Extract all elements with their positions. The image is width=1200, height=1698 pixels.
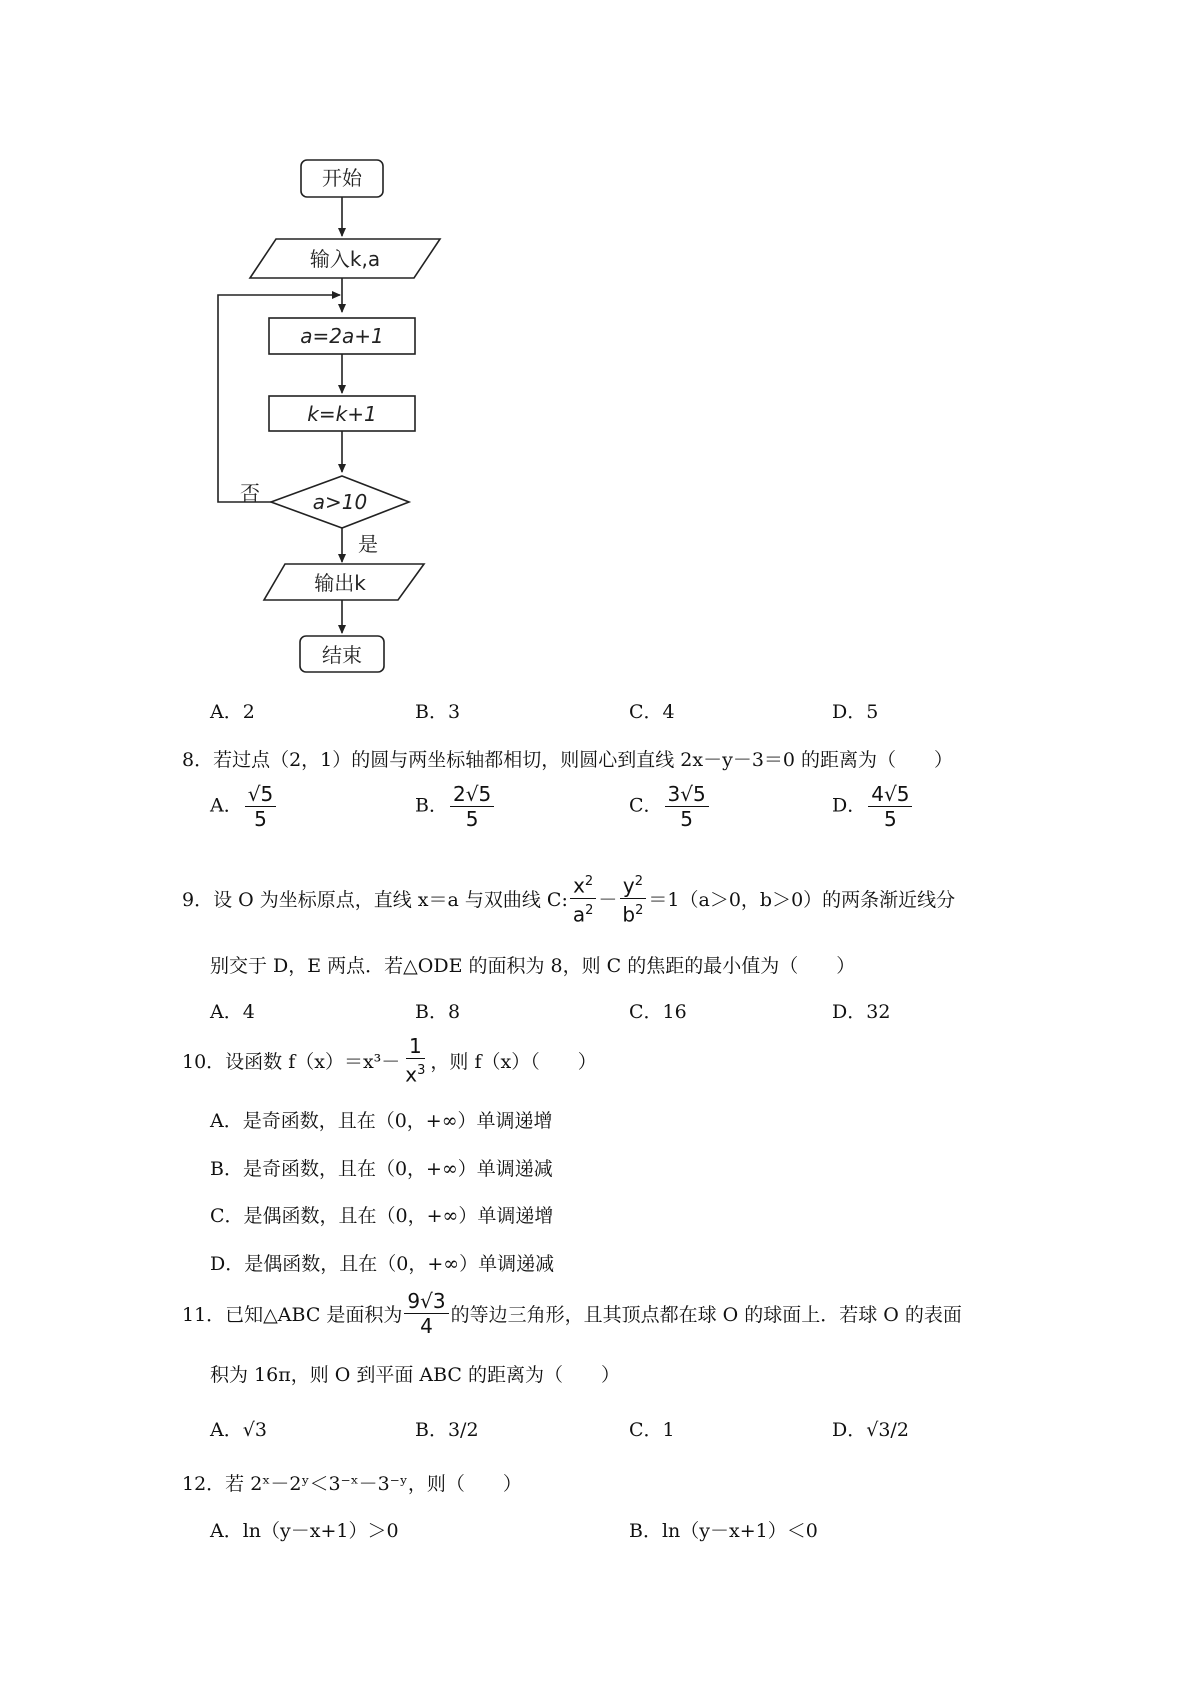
q7-option-d[interactable]: D．5 — [832, 701, 879, 723]
q9-text-part1: 9．设 O 为坐标原点，直线 x＝a 与双曲线 C: — [182, 888, 568, 911]
q8-option-a[interactable] — [210, 782, 278, 831]
q12-option-a[interactable]: A．ln（y－x+1）＞0 — [210, 1520, 399, 1542]
q7-option-a[interactable]: A．2 — [210, 701, 255, 723]
q8-option-d-label: D． — [832, 794, 867, 817]
q10-option-b[interactable]: B．是奇函数，且在（0，+∞）单调递减 — [210, 1158, 553, 1180]
q10-question — [182, 1034, 597, 1087]
q9-option-c[interactable]: C．16 — [629, 1001, 687, 1023]
q8-option-b-den: 5 — [465, 807, 479, 831]
q10-frac-num: 1 — [406, 1034, 425, 1059]
q11-text-part1: 11．已知△ABC 是面积为 — [182, 1304, 403, 1326]
q11-frac-num: 9√3 — [404, 1289, 448, 1314]
q8-option-a-label: A． — [210, 794, 243, 817]
q8-option-c-label: C． — [629, 794, 663, 817]
q8-option-d-den: 5 — [883, 807, 897, 831]
flow-input-label: 输入k,a — [309, 247, 381, 271]
flow-end-label: 结束 — [322, 643, 362, 667]
q9-frac-y-den: $b^2$ — [622, 902, 644, 927]
q12-option-b[interactable]: B．ln（y－x+1）＜0 — [629, 1520, 818, 1542]
flow-condition-label: a>10 — [312, 490, 368, 514]
q10-option-d[interactable]: D．是偶函数，且在（0，+∞）单调递减 — [210, 1253, 555, 1275]
q10-text-part1: 10．设函数 f（x）＝x³－ — [182, 1050, 401, 1073]
q11-question-line1 — [182, 1289, 962, 1338]
q9-question-line1 — [182, 870, 955, 926]
flow-step2-label: k=k+1 — [307, 402, 377, 426]
flow-yes-label: 是 — [358, 532, 378, 556]
q8-option-a-num: √5 — [245, 782, 276, 807]
q11-frac-den: 4 — [420, 1314, 433, 1338]
q8-option-c[interactable] — [629, 782, 711, 831]
q11-option-c[interactable]: C．1 — [629, 1419, 675, 1441]
q8-option-c-num: 3√5 — [665, 782, 709, 807]
flow-start-label: 开始 — [322, 166, 362, 190]
q7-option-c[interactable]: C．4 — [629, 701, 675, 723]
q8-option-d-num: 4√5 — [868, 782, 912, 807]
q9-fraction-y — [619, 870, 646, 926]
q9-question-line2: 别交于 D，E 两点．若△ODE 的面积为 8，则 C 的焦距的最小值为（ ） — [210, 955, 856, 977]
q10-option-a[interactable]: A．是奇函数，且在（0，+∞）单调递增 — [210, 1110, 553, 1132]
q11-option-a[interactable]: A．√3 — [210, 1419, 267, 1441]
q11-fraction — [404, 1289, 448, 1338]
q8-option-c-den: 5 — [680, 807, 694, 831]
q8-option-a-den: 5 — [254, 807, 267, 831]
flow-step1-label: a=2a+1 — [300, 324, 384, 348]
q9-minus: － — [598, 888, 618, 911]
q9-frac-x-den: $a^2$ — [572, 902, 594, 927]
q10-frac-den: $x^3$ — [405, 1062, 426, 1087]
q10-fraction — [402, 1034, 428, 1087]
q9-frac-x-num: $x^2$ — [570, 870, 596, 899]
q9-text-part2: ＝1（a＞0，b＞0）的两条渐近线分 — [648, 888, 956, 911]
q8-option-b-num: 2√5 — [450, 782, 494, 807]
q12-question: 12．若 2ˣ－2ʸ＜3⁻ˣ－3⁻ʸ，则（ ） — [182, 1473, 522, 1495]
q11-question-line2: 积为 16π，则 O 到平面 ABC 的距离为（ ） — [210, 1364, 621, 1386]
q8-option-b[interactable] — [415, 782, 496, 831]
q9-option-d[interactable]: D．32 — [832, 1001, 891, 1023]
q10-option-c[interactable]: C．是偶函数，且在（0，+∞）单调递增 — [210, 1205, 554, 1227]
q9-option-a[interactable]: A．4 — [210, 1001, 255, 1023]
q9-fraction-x — [570, 870, 597, 926]
q8-option-b-fraction — [450, 782, 494, 831]
q9-frac-y-num: $y^2$ — [620, 870, 646, 899]
flow-output-label: 输出k — [314, 571, 366, 595]
q10-text-part2: ，则 f（x）（ ） — [430, 1050, 597, 1073]
q9-option-b[interactable]: B．8 — [415, 1001, 461, 1023]
q11-option-d[interactable]: D．√3/2 — [832, 1419, 909, 1441]
q8-option-b-label: B． — [415, 794, 448, 817]
q8-option-d[interactable] — [832, 782, 914, 831]
q7-option-b[interactable]: B．3 — [415, 701, 461, 723]
q8-option-d-fraction — [868, 782, 912, 831]
q8-option-a-fraction — [245, 782, 276, 831]
q8-option-c-fraction — [665, 782, 709, 831]
q11-option-b[interactable]: B．3/2 — [415, 1419, 479, 1441]
flow-no-label: 否 — [240, 481, 260, 505]
flowchart — [0, 0, 480, 700]
q8-question: 8．若过点（2，1）的圆与两坐标轴都相切，则圆心到直线 2x－y－3＝0 的距离为（ ） — [182, 749, 954, 771]
q11-text-part2: 的等边三角形，且其顶点都在球 O 的球面上．若球 O 的表面 — [450, 1304, 962, 1326]
